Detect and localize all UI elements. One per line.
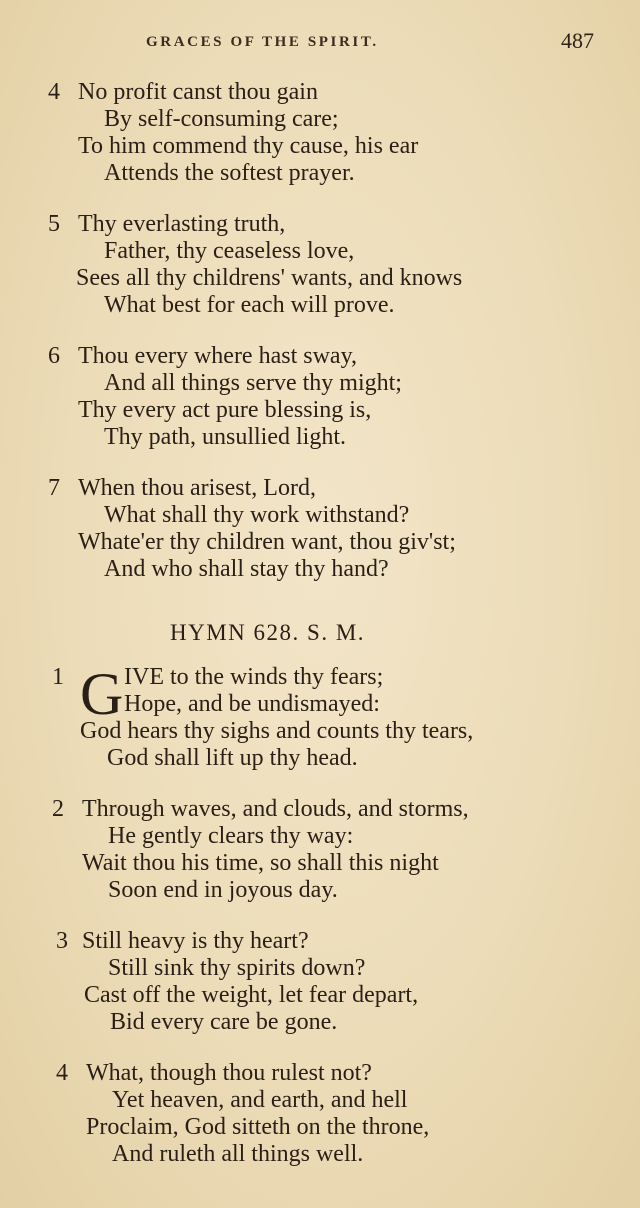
- verse-line: And who shall stay thy hand?: [104, 556, 389, 582]
- verse-line: To him commend thy cause, his ear: [78, 133, 419, 159]
- stanza-number: 5: [48, 211, 60, 237]
- verse-line: Still sink thy spirits down?: [108, 955, 366, 981]
- verse-line: And all things serve thy might;: [104, 370, 402, 396]
- verse-line: Attends the softest prayer.: [104, 160, 355, 186]
- drop-cap: G: [80, 661, 124, 727]
- verse-line: Thy path, unsullied light.: [104, 424, 346, 450]
- verse-line: Cast off the weight, let fear depart,: [84, 982, 419, 1008]
- verse-line: Soon end in joyous day.: [108, 877, 338, 903]
- verse-line: What shall thy work withstand?: [104, 502, 410, 528]
- verse-line: Sees all thy childrens' wants, and knows: [76, 265, 463, 291]
- verse-line: Bid every care be gone.: [110, 1009, 338, 1035]
- stanza-number: 7: [48, 475, 60, 501]
- running-head: GRACES OF THE SPIRIT.: [146, 34, 379, 50]
- stanza-number: 2: [52, 796, 64, 822]
- verse-line: Father, thy ceaseless love,: [104, 238, 355, 264]
- verse-line: By self-consuming care;: [104, 106, 339, 132]
- verse-line: Thy every act pure blessing is,: [78, 397, 372, 423]
- verse-line: He gently clears thy way:: [108, 823, 354, 849]
- verse-line: And ruleth all things well.: [112, 1141, 364, 1167]
- verse-line: Still heavy is thy heart?: [82, 928, 309, 954]
- hymn-title: HYMN 628. S. M.: [170, 620, 366, 645]
- verse-line: Thou every where hast sway,: [78, 343, 358, 369]
- verse-line: Proclaim, God sitteth on the throne,: [86, 1114, 430, 1140]
- verse-line: Yet heaven, and earth, and hell: [112, 1087, 408, 1113]
- stanza-number: 6: [48, 343, 60, 369]
- verse-line: Whate'er thy children want, thou giv'st;: [78, 529, 456, 555]
- verse-line: Through waves, and clouds, and storms,: [82, 796, 469, 822]
- verse-line: God shall lift up thy head.: [107, 745, 358, 771]
- verse-line: What, though thou rulest not?: [86, 1060, 372, 1086]
- verse-line: Hope, and be undismayed:: [124, 691, 380, 717]
- verse-line: Wait thou his time, so shall this night: [82, 850, 439, 876]
- verse-line: What best for each will prove.: [104, 292, 395, 318]
- verse-line: No profit canst thou gain: [78, 79, 318, 105]
- verse-line: Thy everlasting truth,: [78, 211, 286, 237]
- verse-line: When thou arisest, Lord,: [78, 475, 316, 501]
- stanza-number: 3: [56, 928, 68, 954]
- stanza-number: 1: [52, 664, 64, 690]
- verse-line: God hears thy sighs and counts thy tears,: [80, 718, 474, 744]
- stanza-number: 4: [56, 1060, 68, 1086]
- page-number: 487: [561, 28, 594, 53]
- verse-line: IVE to the winds thy fears;: [124, 664, 384, 690]
- stanza-number: 4: [48, 79, 60, 105]
